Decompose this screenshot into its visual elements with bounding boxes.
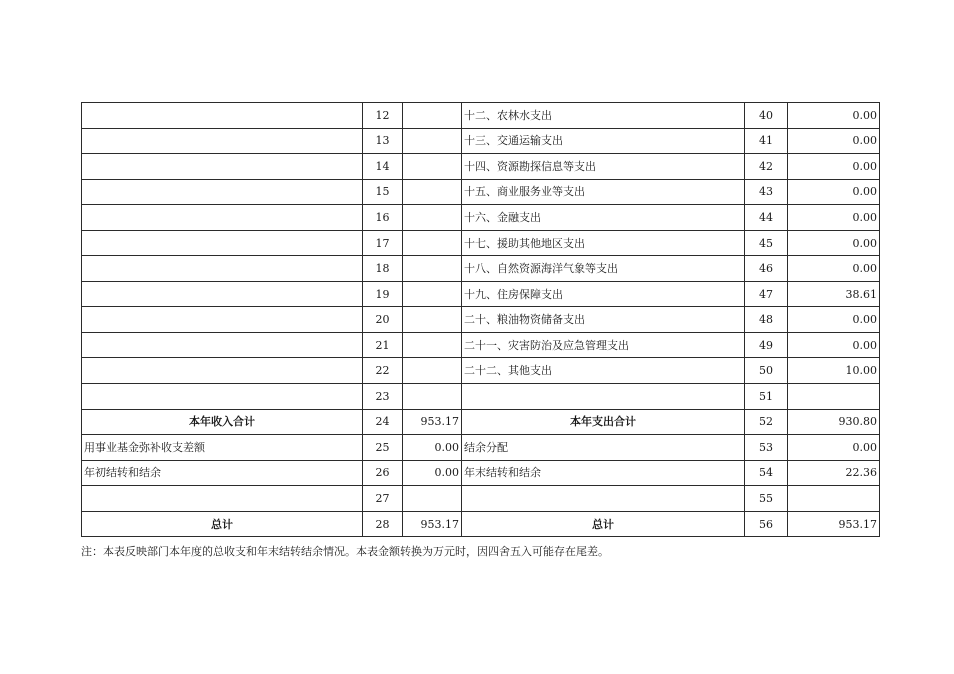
left-amount — [403, 486, 462, 512]
right-line-number: 50 — [745, 358, 788, 384]
right-amount: 0.00 — [788, 128, 880, 154]
left-amount — [403, 103, 462, 129]
right-item-name: 十八、自然资源海洋气象等支出 — [462, 256, 745, 282]
left-line-number: 25 — [363, 435, 403, 461]
right-amount: 10.00 — [788, 358, 880, 384]
right-amount: 0.00 — [788, 179, 880, 205]
right-amount: 0.00 — [788, 205, 880, 231]
right-item-name: 十七、援助其他地区支出 — [462, 230, 745, 256]
right-amount: 930.80 — [788, 409, 880, 435]
left-item-name: 用事业基金弥补收支差额 — [82, 435, 363, 461]
right-line-number: 40 — [745, 103, 788, 129]
left-line-number: 15 — [363, 179, 403, 205]
left-item-name — [82, 256, 363, 282]
table-note: 注：本表反映部门本年度的总收支和年末结转结余情况。本表金额转换为万元时，因四舍五入可能存在尾差。 — [81, 545, 609, 558]
right-amount: 0.00 — [788, 307, 880, 333]
left-amount: 953.17 — [403, 409, 462, 435]
table-row — [82, 256, 880, 282]
right-item-name: 结余分配 — [462, 435, 745, 461]
right-amount: 0.00 — [788, 103, 880, 129]
left-line-number: 14 — [363, 154, 403, 180]
table-row — [82, 128, 880, 154]
right-line-number: 42 — [745, 154, 788, 180]
table-row — [82, 358, 880, 384]
right-item-name: 本年支出合计 — [462, 409, 745, 435]
right-item-name: 年末结转和结余 — [462, 460, 745, 486]
right-line-number: 45 — [745, 230, 788, 256]
left-amount — [403, 179, 462, 205]
left-amount: 953.17 — [403, 511, 462, 537]
table-row — [82, 384, 880, 410]
right-line-number: 46 — [745, 256, 788, 282]
right-amount: 0.00 — [788, 154, 880, 180]
left-item-name — [82, 103, 363, 129]
right-line-number: 41 — [745, 128, 788, 154]
left-line-number: 26 — [363, 460, 403, 486]
left-amount — [403, 256, 462, 282]
table-row — [82, 307, 880, 333]
right-item-name: 十五、商业服务业等支出 — [462, 179, 745, 205]
right-item-name: 二十二、其他支出 — [462, 358, 745, 384]
right-line-number: 44 — [745, 205, 788, 231]
right-amount — [788, 384, 880, 410]
left-amount — [403, 384, 462, 410]
left-line-number: 13 — [363, 128, 403, 154]
right-line-number: 48 — [745, 307, 788, 333]
left-item-name — [82, 486, 363, 512]
right-line-number: 53 — [745, 435, 788, 461]
table-row — [82, 486, 880, 512]
right-item-name: 总计 — [462, 511, 745, 537]
table-row — [82, 435, 880, 461]
left-item-name: 本年收入合计 — [82, 409, 363, 435]
table-body — [82, 103, 880, 537]
table-row — [82, 205, 880, 231]
right-item-name: 十九、住房保障支出 — [462, 281, 745, 307]
right-amount: 0.00 — [788, 256, 880, 282]
right-item-name: 十三、交通运输支出 — [462, 128, 745, 154]
right-amount: 0.00 — [788, 435, 880, 461]
table-row — [82, 332, 880, 358]
left-item-name — [82, 230, 363, 256]
left-item-name: 总计 — [82, 511, 363, 537]
income-expenditure-table — [81, 102, 880, 537]
left-amount — [403, 358, 462, 384]
left-item-name — [82, 332, 363, 358]
table-row — [82, 409, 880, 435]
left-line-number: 28 — [363, 511, 403, 537]
table-row — [82, 230, 880, 256]
right-line-number: 52 — [745, 409, 788, 435]
right-item-name: 二十、粮油物资储备支出 — [462, 307, 745, 333]
left-line-number: 17 — [363, 230, 403, 256]
right-amount — [788, 486, 880, 512]
left-amount: 0.00 — [403, 460, 462, 486]
right-item-name: 十四、资源勘探信息等支出 — [462, 154, 745, 180]
right-amount: 0.00 — [788, 230, 880, 256]
left-line-number: 20 — [363, 307, 403, 333]
left-amount — [403, 281, 462, 307]
right-item-name — [462, 486, 745, 512]
left-amount — [403, 128, 462, 154]
left-item-name — [82, 358, 363, 384]
right-item-name: 十六、金融支出 — [462, 205, 745, 231]
left-line-number: 23 — [363, 384, 403, 410]
left-line-number: 21 — [363, 332, 403, 358]
right-amount: 0.00 — [788, 332, 880, 358]
left-line-number: 16 — [363, 205, 403, 231]
left-line-number: 18 — [363, 256, 403, 282]
right-amount: 38.61 — [788, 281, 880, 307]
table-row — [82, 154, 880, 180]
table-row — [82, 281, 880, 307]
right-item-name — [462, 384, 745, 410]
left-item-name: 年初结转和结余 — [82, 460, 363, 486]
left-amount: 0.00 — [403, 435, 462, 461]
table-row — [82, 460, 880, 486]
right-line-number: 47 — [745, 281, 788, 307]
left-amount — [403, 307, 462, 333]
left-line-number: 22 — [363, 358, 403, 384]
right-item-name: 十二、农林水支出 — [462, 103, 745, 129]
left-line-number: 19 — [363, 281, 403, 307]
left-line-number: 12 — [363, 103, 403, 129]
right-line-number: 54 — [745, 460, 788, 486]
right-amount: 953.17 — [788, 511, 880, 537]
table-row — [82, 103, 880, 129]
right-line-number: 51 — [745, 384, 788, 410]
table-row — [82, 179, 880, 205]
left-item-name — [82, 307, 363, 333]
table-row — [82, 511, 880, 537]
right-line-number: 56 — [745, 511, 788, 537]
left-line-number: 27 — [363, 486, 403, 512]
left-amount — [403, 154, 462, 180]
left-item-name — [82, 281, 363, 307]
left-item-name — [82, 128, 363, 154]
left-amount — [403, 230, 462, 256]
right-line-number: 49 — [745, 332, 788, 358]
left-line-number: 24 — [363, 409, 403, 435]
right-amount: 22.36 — [788, 460, 880, 486]
right-line-number: 55 — [745, 486, 788, 512]
left-item-name — [82, 179, 363, 205]
right-item-name: 二十一、灾害防治及应急管理支出 — [462, 332, 745, 358]
left-item-name — [82, 154, 363, 180]
right-line-number: 43 — [745, 179, 788, 205]
left-item-name — [82, 205, 363, 231]
left-amount — [403, 332, 462, 358]
left-item-name — [82, 384, 363, 410]
left-amount — [403, 205, 462, 231]
